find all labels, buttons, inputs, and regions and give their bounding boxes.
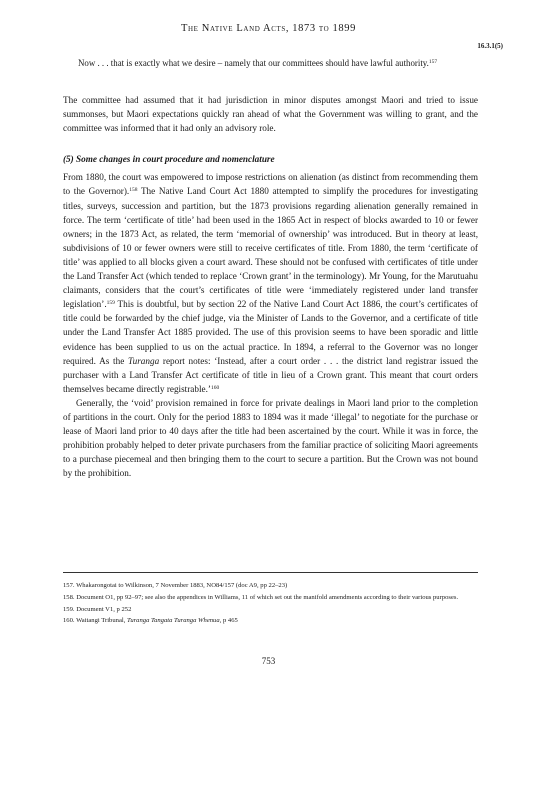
paragraph-committee: The committee had assumed that it had jurisdiction in minor disputes amongst Maori and tried to issue summonses, but Maori expectations quickly ran ahead of what the Government was willing to grant, and the committee was informed that it had only an advisory role. (63, 95, 478, 134)
block-quote (78, 56, 472, 70)
footnote-157: 157. Whakarongotai to Wilkinson, 7 November 1883, NO84/157 (doc A9, pp 22–23) (63, 582, 288, 589)
footnote-title: Turanga Tangata Turanga Whenua (127, 617, 220, 625)
text-segment: The Native Land Court Act 1880 attempted to simplify the procedures for investigating titles, surveys, succession and partition, but the 1873 provisions regarding alienation generally remained in force. The term ‘certificate of title’ had been used in the 1865 Act in respect of blocks awarded to 10 or fewer owners; in the 1873 Act, as related, the term ‘memorial of ownership’ was introduced. But in theory at least, subdivisions of 10 or fewer owners were still to receive certificates of title. From 1880, the term ‘certificate of title’ was applied to all blocks given a court award. These should not be confused with certificates of title under the Land Transfer Act (which tended to replace ‘Crown grant’ in the terminology). Mr Young, for the Marutuahu claimants, considers that the court’s certificates of title were ‘immediately registered under land transfer legislation’. (63, 186, 479, 310)
section-heading: (5) Some changes in court procedure and nomenclature (63, 154, 275, 165)
footnote-ref-158[interactable]: 158 (129, 187, 138, 194)
page-number: 753 (261, 656, 276, 666)
footnote-ref-157[interactable]: 157 (428, 59, 438, 65)
text-segment: report notes: ‘Instead, after a court order . . . the district land registrar issued the purchaser with a Land Transfer Act certificate of title in lieu of a Crown grant. This meant that court orders themselves became directly registrable.’ (63, 355, 478, 394)
text-segment: From 1880, the court was empowered to impose restrictions on alienation (as distinct from recommending them to the Governor). (63, 172, 478, 197)
paragraph-void-provision: Generally, the ‘void’ provision remained in force for private dealings in Maori land prior to the completion of partitions in the court. Only for the period 1883 to 1894 was it made ‘illegal’ to negotiate for the purchase or lease of Maori land prior to 40 days after the title had been ascertained by the court. While it was in force, the prohibition probably helped to deter private purchasers from the familiar practice of soliciting Maori agreements to a purchase piecemeal and then bringing them to the court to secure a partition. But the Crown was not bound by the prohibition. (63, 397, 478, 479)
footnote-160 (63, 615, 478, 627)
text-segment: This is doubtful, but by section 22 of the Native Land Court Act 1886, the court’s certificates of title could be forwarded by the chief judge, via the Minister of Lands to the Governor, and a certificate of title under the Land Transfer Act 1885 provided. The use of this provision seems to have been sporadic and little evidence has been supplied to us on the actual practice. In 1894, a referral to the Governor was no longer required. As the (63, 299, 478, 366)
footnote-divider (63, 572, 478, 573)
footnote-ref-159[interactable]: 159 (106, 300, 115, 307)
footnote-159: 159. Document V1, p 252 (63, 605, 132, 613)
report-title: Turanga (128, 355, 160, 366)
quote-text: Now . . . that is exactly what we desire – namely that our committees should have lawful authority. (78, 58, 429, 68)
footnote-text: 160. Waitangi Tribunal, (63, 617, 128, 625)
running-head: The Native Land Acts, 1873 to 1899 (181, 23, 356, 34)
footnote-ref-160[interactable]: 160 (210, 384, 220, 391)
section-number: 16.3.1(5) (477, 42, 503, 50)
main-text (63, 93, 478, 480)
footnote-158: 158. Document O1, pp 92–97; see also the appendices in Williams, 11 of which set out the manifold amendments according to their various purposes. (63, 593, 459, 601)
paragraph-court-procedure (63, 170, 478, 396)
footnotes (63, 580, 478, 627)
footnote-text: , p 465 (219, 617, 238, 625)
